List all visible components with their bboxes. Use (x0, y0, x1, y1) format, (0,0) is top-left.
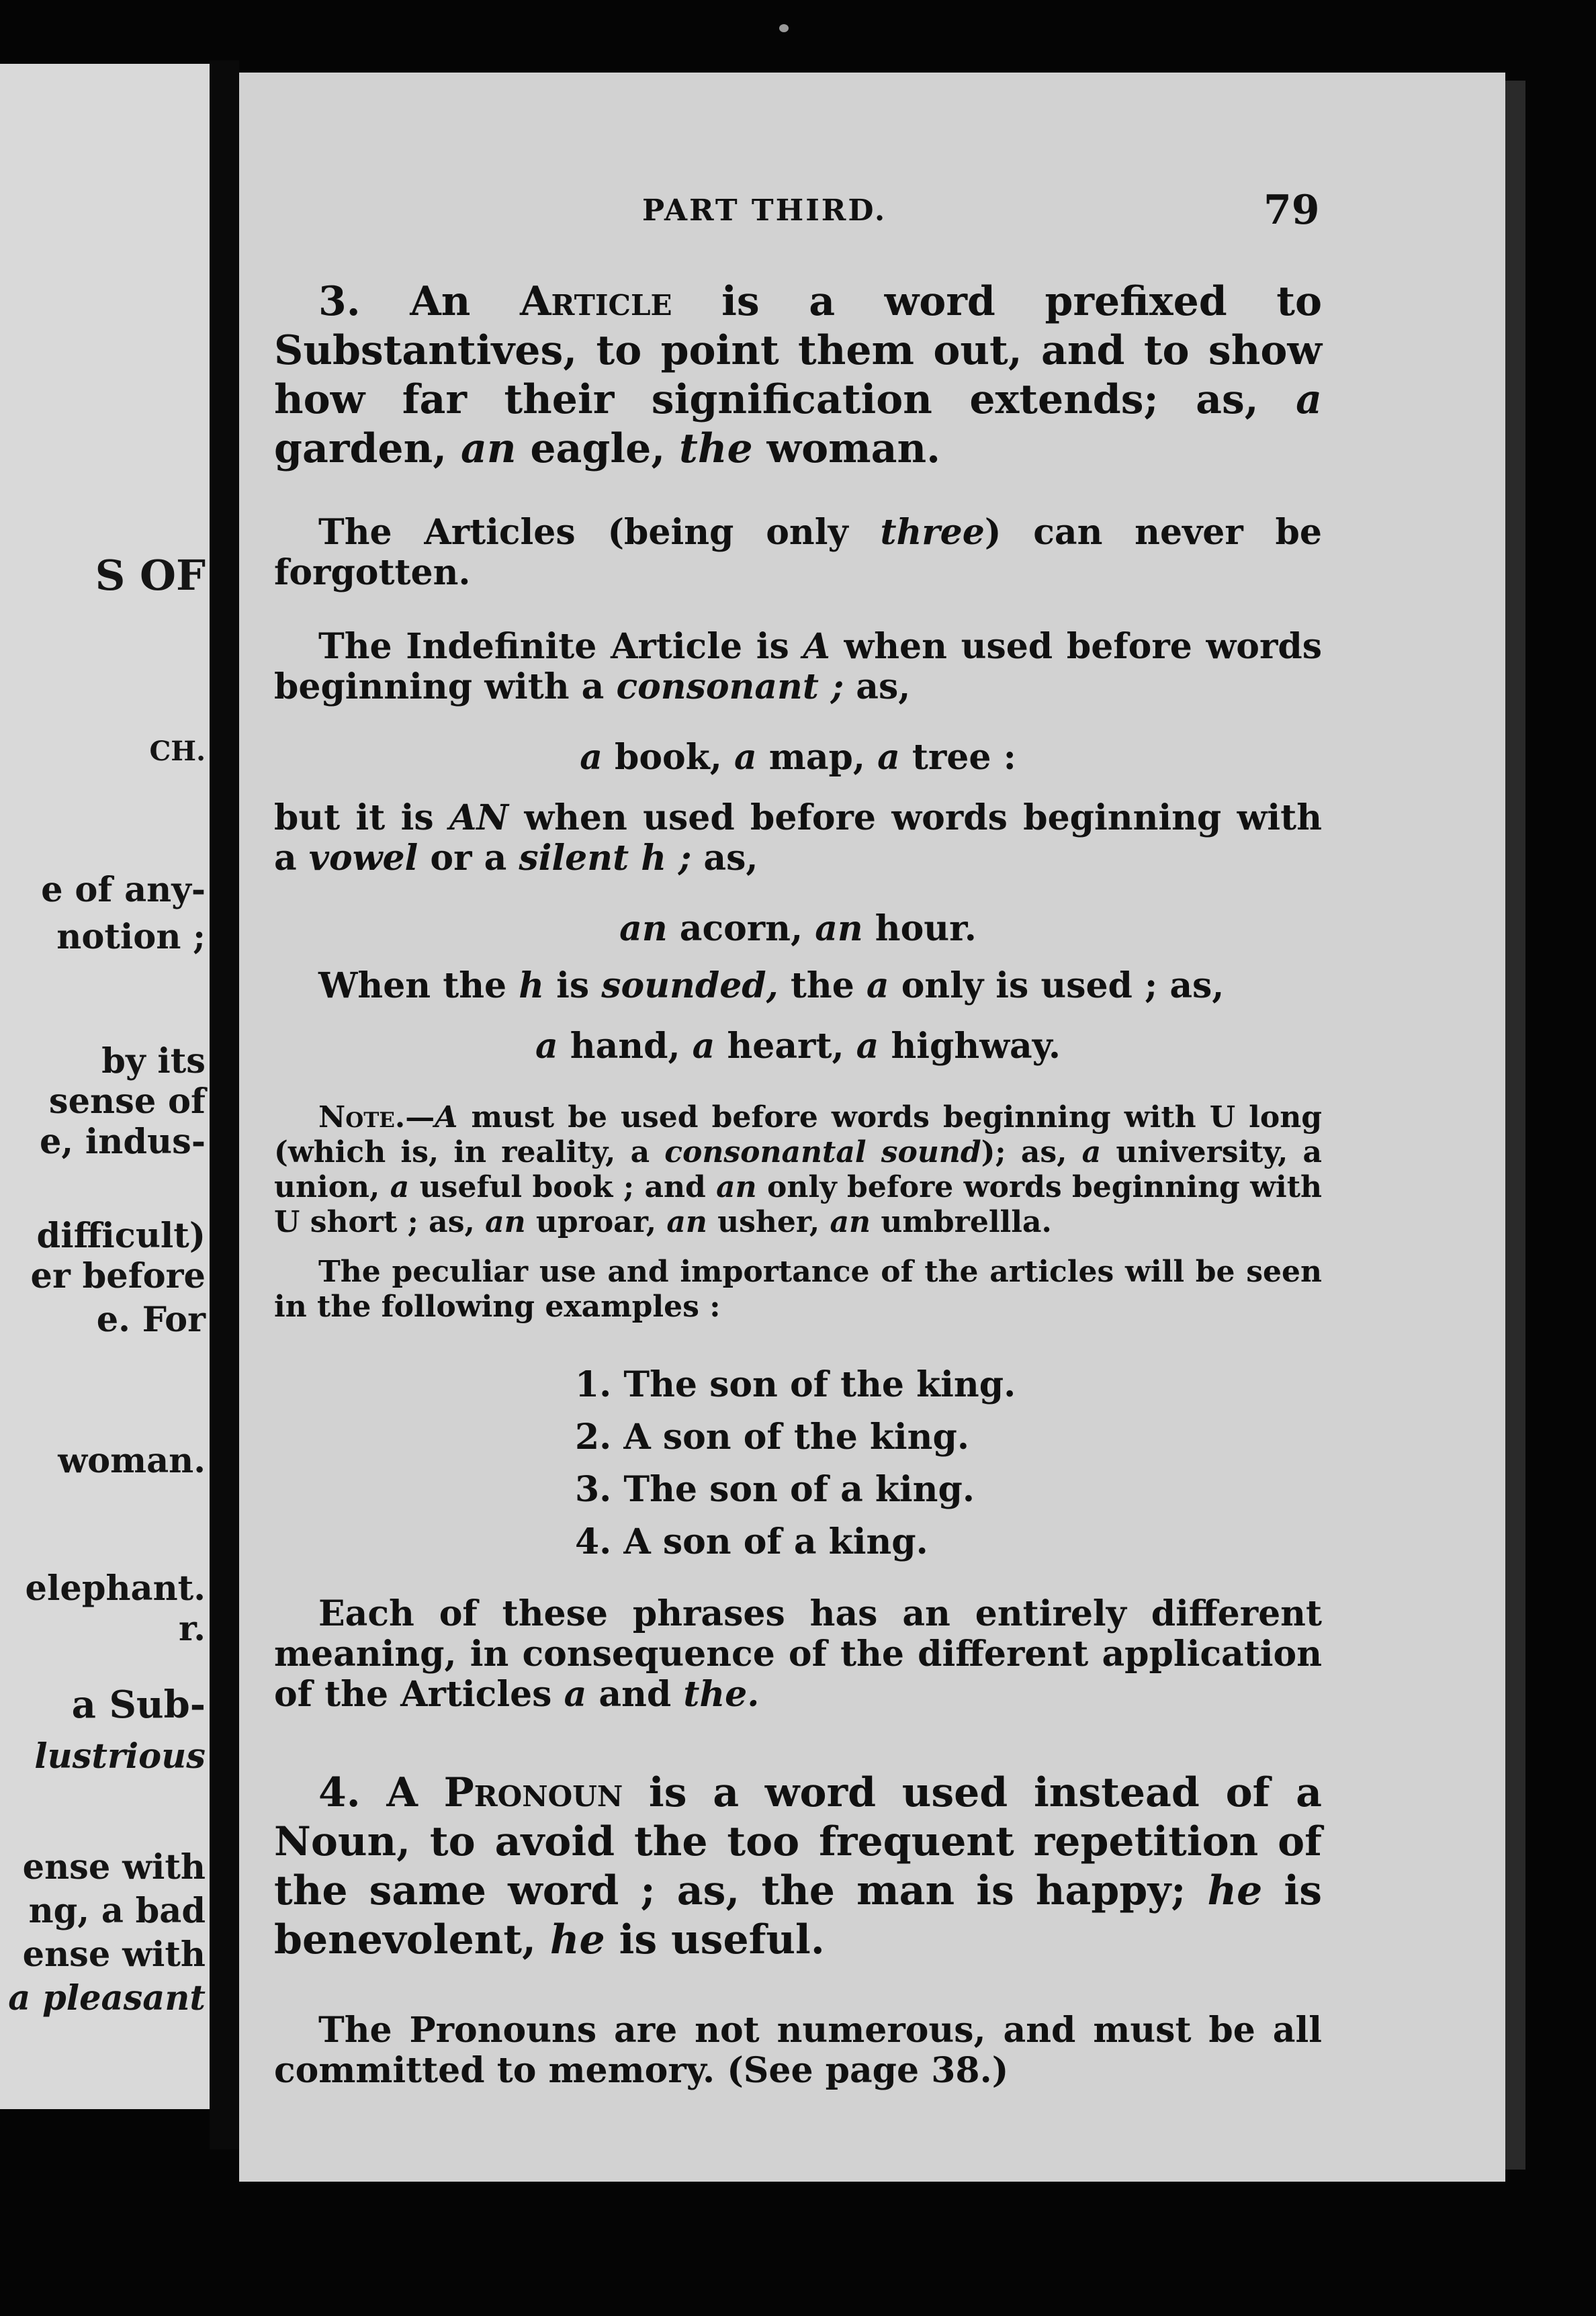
page-speck (779, 24, 789, 32)
left-line: ense with (22, 1934, 206, 1975)
left-line: woman. (58, 1441, 206, 1481)
examples-list (575, 1359, 1016, 1568)
left-line: a pleasant (8, 1978, 206, 2018)
left-line: e, indus- (39, 1122, 206, 1162)
running-head: PART THIRD. (642, 193, 887, 228)
vowel-examples: an acorn, an hour. (619, 908, 977, 949)
left-line: r. (179, 1609, 206, 1649)
examples-intro-paragraph: The peculiar use and importance of the articles will be seen in the following examples : (274, 1255, 1322, 1324)
main-page (239, 73, 1505, 2182)
page-header (239, 187, 1505, 240)
left-line: e. For (96, 1300, 206, 1340)
page-number: 79 (1264, 187, 1320, 234)
left-line: lustrious (34, 1736, 206, 1777)
left-line: by its (101, 1041, 206, 1081)
page-content (239, 73, 1505, 2182)
term-pronoun: Pronoun (443, 1769, 623, 1816)
left-line: elephant. (25, 1568, 206, 1609)
list-item: 1. The son of the king. (575, 1364, 1016, 1405)
left-line: a Sub- (71, 1683, 206, 1727)
left-line: sense of (48, 1081, 206, 1122)
phrases-meaning-paragraph: Each of these phrases has an entirely different meaning, in consequence of the different application of the Articles a and the. (274, 1593, 1322, 1715)
article-definition-paragraph: 3. An Article is a word prefixed to Substantives, to point them out, and to show how far their signification extends; as, a garden, an eagle, the woman. (274, 278, 1323, 472)
articles-count-paragraph: The Articles (being only three) can never be forgotten. (274, 512, 1322, 593)
left-line: CH. (149, 736, 206, 767)
left-line: difficult) (36, 1216, 206, 1256)
pronoun-definition-paragraph: 4. A Pronoun is a word used instead of a Noun, to avoid the too frequent repetition of the same word ; as, the man is happy; he is benevolent, he is useful. (274, 1769, 1322, 1963)
term-article: Article (519, 278, 672, 325)
an-vowel-paragraph: but it is AN when used before words beginning with a vowel or a silent h ; as, (274, 797, 1322, 879)
left-line: notion ; (56, 917, 206, 957)
consonant-examples: a book, a map, a tree : (580, 737, 1016, 778)
list-item: 4. A son of a king. (575, 1521, 928, 1562)
left-line: ense with (22, 1847, 206, 1887)
list-item: 3. The son of a king. (575, 1469, 975, 1510)
page-edge (1505, 81, 1525, 2170)
list-item: 2. A son of the king. (575, 1417, 969, 1458)
left-line: e of any- (41, 870, 206, 910)
left-line: er before (30, 1256, 206, 1296)
note-paragraph: Note.—A must be used before words beginning with U long (which is, in reality, a consonantal sound); as, a university, a union, a useful book ; and an only before words beginning with U short ; as, an uproar, an usher, an umbrellla. (274, 1100, 1323, 1239)
left-page (0, 64, 210, 2109)
book-gutter (210, 60, 239, 2149)
sounded-h-paragraph: When the h is sounded, the a only is used ; as, (318, 965, 1225, 1006)
left-line: S OF (95, 551, 206, 600)
left-line: ng, a bad (28, 1891, 206, 1931)
pronouns-memory-paragraph: The Pronouns are not numerous, and must be all committed to memory. (See page 38.) (274, 2010, 1322, 2091)
sounded-h-examples: a hand, a heart, a highway. (535, 1026, 1061, 1067)
note-label: Note. (318, 1100, 406, 1134)
indefinite-article-paragraph: The Indefinite Article is A when used before words beginning with a consonant ; as, (274, 626, 1322, 707)
